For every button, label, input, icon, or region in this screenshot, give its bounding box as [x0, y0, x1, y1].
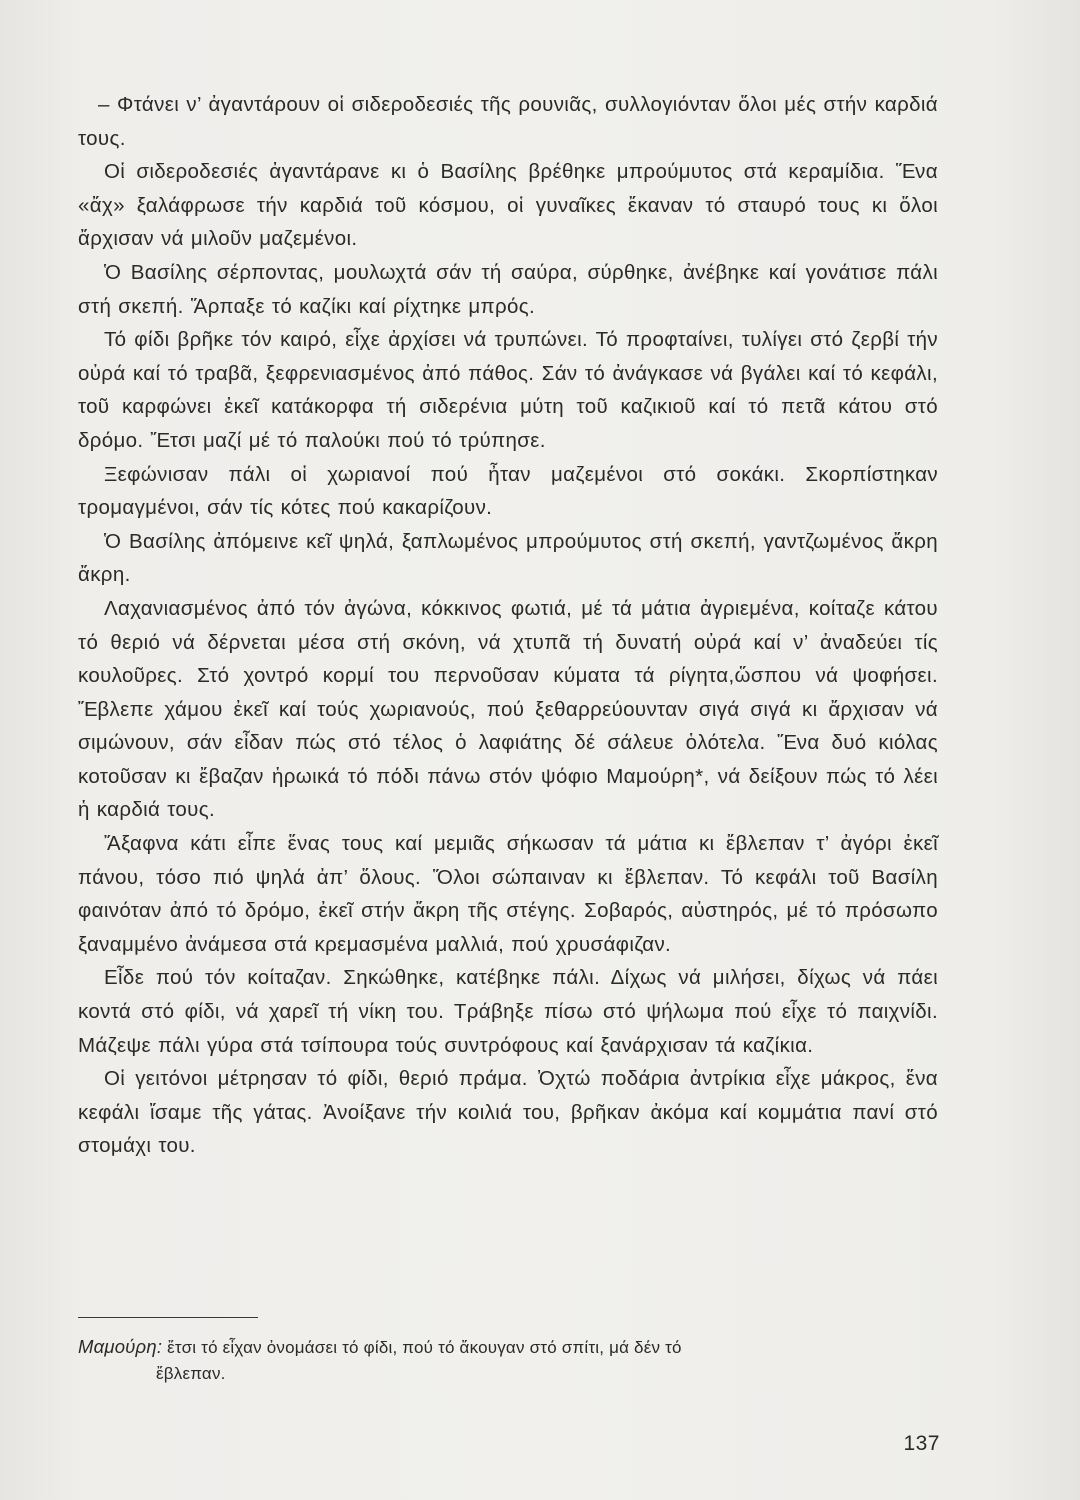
paragraph: Ἄξαφνα κάτι εἶπε ἕνας τους καί μεμιᾶς σήκωσαν τά μάτια κι ἔβλεπαν τ’ ἀγόρι ἐκεῖ πάνου, τόσο πιό ψηλά ἀπ’ ὅλους. Ὅλοι σώπαιναν κι ἔβλεπαν. Τό κεφάλι τοῦ Βασίλη φαινόταν ἀπό τό δρόμο, ἐκεῖ στήν ἄκρη τῆς στέγης. Σοβαρός, αὐστηρός, μέ τό πρόσωπο ξαναμμένο ἀνάμεσα στά κρεμασμένα μαλλιά, πού χρυσάφιζαν.	[78, 832, 938, 956]
paragraph: Ὁ Βασίλης σέρποντας, μουλωχτά σάν τή σαύρα, σύρθηκε, ἀνέβηκε καί γονάτισε πάλι στή σκεπή. Ἅρπαξε τό καζίκι καί ρίχτηκε μπρός.	[78, 260, 938, 318]
footnote-term: Μαμούρη:	[78, 1336, 163, 1357]
paragraph: Τό φίδι βρῆκε τόν καιρό, εἶχε ἀρχίσει νά τρυπώνει. Τό προφταίνει, τυλίγει στό ζερβί τήν οὐρά καί τό τραβᾶ, ξεφρενιασμένος ἀπό πάθος. Σάν τό ἀνάγκασε νά βγάλει καί τό κεφάλι, τοῦ καρφώνει ἐκεῖ κατάκορφα τή σιδερένια μύτη τοῦ καζικιοῦ καί τό πετᾶ κάτου στό δρόμο. Ἔτσι μαζί μέ τό παλούκι πού τό τρύπησε.	[78, 328, 938, 452]
page-number: 137	[903, 1432, 940, 1455]
paragraph: – Φτάνει ν’ ἀγαντάρουν οἱ σιδεροδεσιές τῆς ρουνιᾶς, συλλογιόνταν ὅλοι μές στήν καρδιά τους.	[78, 93, 938, 150]
paragraph: Ὁ Βασίλης ἀπόμεινε κεῖ ψηλά, ξαπλωμένος μπρούμυτος στή σκεπή, γαντζωμένος ἄκρη ἄκρη.	[78, 529, 938, 587]
paragraph: Λαχανιασμένος ἀπό τόν ἀγώνα, κόκκινος φωτιά, μέ τά μάτια ἀγριεμένα, κοίταζε κάτου τό θεριό νά δέρνεται μέσα στή σκόνη, νά χτυπᾶ τή δυνατή οὐρά καί ν’ ἀναδεύει τίς κουλοῦρες. Στό χοντρό κορμί του περνοῦσαν κύματα τά ρίγητα,ὥσπου νά ψοφήσει. Ἔβλεπε χάμου ἐκεῖ καί τούς χωριανούς, πού ξεθαρρεύουνταν σιγά σιγά κι ἄρχισαν νά σιμώνουν, σάν εἶδαν πώς στό τέλος ὁ λαφιάτης δέ σάλευε ὁλότελα. Ἕνα δυό κιόλας κοτοῦσαν κι ἔβαζαν ἡρωικά τό πόδι πάνω στόν ψόφιο Μαμούρη*, νά δείξουν πώς τό λέει ἡ καρδιά τους.	[78, 596, 938, 822]
main-text	[78, 88, 938, 1163]
footnote-divider	[78, 1317, 258, 1318]
paragraph: Ξεφώνισαν πάλι οἱ χωριανοί πού ἦταν μαζεμένοι στό σοκάκι. Σκορπίστηκαν τρομαγμένοι, σάν τίς κότες πού κακαρίζουν.	[78, 462, 938, 520]
footnote-text: ἔτσι τό εἶχαν ὀνομάσει τό φίδι, πού τό ἄκουγαν στό σπίτι, μά δέν τό	[167, 1338, 682, 1357]
paragraph: Οἱ γειτόνοι μέτρησαν τό φίδι, θεριό πράμα. Ὀχτώ ποδάρια ἀντρίκια εἶχε μάκρος, ἕνα κεφάλι ἴσαμε τῆς γάτας. Ἀνοίξανε τήν κοιλιά του, βρῆκαν ἀκόμα καί κομμάτια πανί στό στομάχι του.	[78, 1067, 938, 1158]
footnote-text-continuation: ἔβλεπαν.	[156, 1364, 226, 1383]
footnote	[78, 1334, 944, 1387]
paragraph: Εἶδε πού τόν κοίταζαν. Σηκώθηκε, κατέβηκε πάλι. Δίχως νά μιλήσει, δίχως νά πάει κοντά στό φίδι, νά χαρεῖ τή νίκη του. Τράβηξε πίσω στό ψήλωμα πού εἶχε τό παιχνίδι. Μάζεψε πάλι γύρα στά τσίπουρα τούς συντρόφους καί ξανάρχισαν τά καζίκια.	[78, 966, 938, 1057]
paragraph: Οἱ σιδεροδεσιές ἀγαντάρανε κι ὁ Βασίλης βρέθηκε μπρούμυτος στά κεραμίδια. Ἕνα «ἄχ» ξαλάφρωσε τήν καρδιά τοῦ κόσμου, οἱ γυναῖκες ἔκαναν τό σταυρό τους κι ὅλοι ἄρχισαν νά μιλοῦν μαζεμένοι.	[78, 160, 938, 251]
